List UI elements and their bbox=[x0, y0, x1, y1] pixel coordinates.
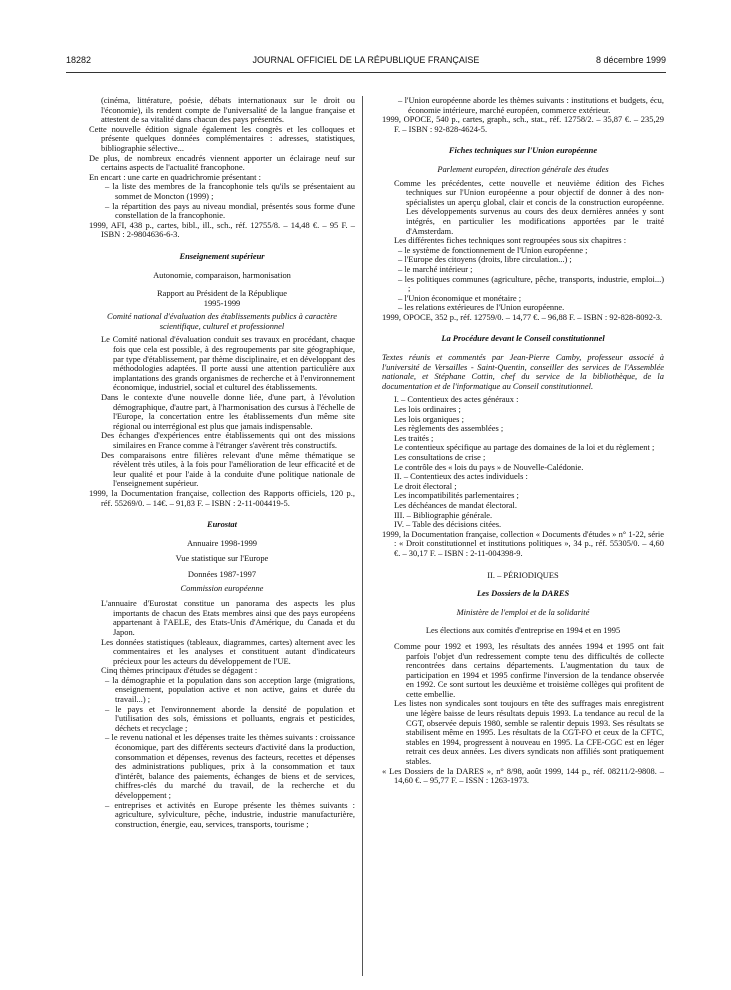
toc-item: Les traités ; bbox=[394, 432, 434, 443]
toc-item: IV. – Table des décisions citées. bbox=[394, 519, 502, 530]
list-item: – le pays et l'environnement aborde la densité de population et l'utilisation des sols, émissions et polluants, engrais et pesticides, déchets et recyclage ; bbox=[105, 703, 355, 733]
title: Rapport au Président de la République bbox=[156, 288, 288, 299]
list-item: – le marché intérieur ; bbox=[398, 263, 473, 274]
paragraph: Les listes non syndicales sont toujours en tête des suffrages mais enregistrent une légère baisse de leurs résultats depuis 1993. La tendance au recul de la CGT, observée depuis 1980, semble se ralentir depuis 1993. Ses résultats se stabilisent même en 1995. Les résultats de la CGT-FO et ceux de la CFTC, stables en 1994, progressent à nouveau en 1995. La CFE-CGC est en léger retrait ces deux années. Les divers syndicats non affiliés sont pratiquement stables. bbox=[394, 698, 664, 767]
section-heading: Fiches techniques sur l'Union européenne bbox=[448, 145, 598, 156]
list-item: – la démographie et la population dans son acception large (migrations, enseignement, population active et non active, gains et durée du travail...) ; bbox=[105, 674, 355, 705]
author: Ministère de l'emploi et de la solidarité bbox=[456, 606, 590, 617]
toc-item: II. – Contentieux des actes individuels : bbox=[394, 471, 528, 482]
title: Vue statistique sur l'Europe bbox=[175, 553, 269, 564]
toc-item: I. – Contentieux des actes généraux : bbox=[394, 394, 519, 405]
reference: « Les Dossiers de la DARES », n° 8/98, août 1999, 144 p., réf. 08211/2-9808. – 14,60 €. – 95,77 F. – ISSN : 1263-1973. bbox=[382, 765, 664, 786]
section-heading: Enseignement supérieur bbox=[179, 250, 265, 261]
paragraph: De plus, de nombreux encadrés viennent apporter un éclairage neuf sur certains aspects de l'actualité francophone. bbox=[89, 152, 355, 173]
paragraph: En encart : une carte en quadrichromie présentant : bbox=[89, 171, 261, 182]
list-item: – le système de fonctionnement de l'Union européenne ; bbox=[398, 244, 588, 255]
journal-title: JOURNAL OFFICIEL DE LA RÉPUBLIQUE FRANÇAISE bbox=[252, 55, 480, 65]
toc-item: Les déchéances de mandat électoral. bbox=[394, 499, 517, 510]
paragraph: Comme pour 1992 et 1993, les résultats des années 1994 et 1995 ont fait parfois l'objet d'un redressement compte tenu des difficultés de collecte rencontrées dans certains départements. L'augmentation du taux de participation en 1994 et 1995 confirme l'inversion de la tendance observée en 1992. Ce sont surtout les deuxième et troisième collèges qui profitent de cette embellie. bbox=[394, 640, 664, 699]
left-column bbox=[89, 96, 355, 829]
paragraph: L'annuaire d'Eurostat constitue un panorama des aspects les plus importants de chacun des Etats membres ainsi que des pays européens appartenant à l'AELE, des Etats-Unis d'Amérique, du Canada et du Japon. bbox=[101, 598, 355, 637]
reference: 1999, OPOCE, 352 p., réf. 12759/0. – 14,77 €. – 96,88 F. – ISBN : 92-828-8092-3. bbox=[382, 311, 663, 322]
paragraph: Les données statistiques (tableaux, diagrammes, cartes) alternent avec les commentaires et les analyses et constituent autant d'indicateurs précieux pour les acteurs du développement de l'UE. bbox=[101, 636, 355, 666]
list-item: – l'Union économique et monétaire ; bbox=[398, 292, 522, 303]
paragraph: Cinq thèmes principaux d'études se dégagent : bbox=[101, 665, 258, 676]
paragraph: Des échanges d'expériences entre établissements qui ont des missions similaires en France comme à l'étranger s'avèrent très constructifs. bbox=[101, 430, 355, 450]
toc-item: Les règlements des assemblées ; bbox=[394, 423, 504, 434]
toc-item: Le droit électoral ; bbox=[394, 480, 457, 491]
paragraph: Dans le contexte d'une nouvelle donne liée, d'une part, à l'évolution démographique, d'autre part, à l'harmonisation des cursus à l'échelle de l'Europe, la concertation entre les établissements d'un même site régional ou interrégional est plus que jamais indispensable. bbox=[101, 392, 355, 431]
paragraph: Les différentes fiches techniques sont regroupées sous six chapitres : bbox=[394, 235, 627, 246]
list-item: – les relations extérieures de l'Union européenne. bbox=[398, 302, 565, 313]
header-rule bbox=[66, 72, 666, 73]
section-heading: La Procédure devant le Conseil constitutionnel bbox=[441, 333, 605, 344]
list-item: – la liste des membres de la francophonie tels qu'ils se présentaient au sommet de Moncton (1999) ; bbox=[105, 181, 355, 201]
toc-item: Les lois ordinaires ; bbox=[394, 404, 461, 415]
toc-item: Le contentieux spécifique au partage des domaines de la loi et du règlement ; bbox=[394, 442, 655, 453]
list-item: – entreprises et activités en Europe présente les thèmes suivants : agriculture, sylviculture, pêche, industrie, industrie manufacturière, construction, énergie, eau, services, transports, tourisme ; bbox=[105, 799, 355, 829]
subtitle: Autonomie, comparaison, harmonisation bbox=[153, 269, 291, 280]
column-divider bbox=[362, 96, 363, 976]
page-header bbox=[66, 55, 666, 69]
section-title: II. – PÉRIODIQUES bbox=[487, 569, 559, 580]
list-item: – les politiques communes (agriculture, pêche, transports, industrie, emploi...) ; bbox=[398, 273, 664, 294]
list-item: – l'Europe des citoyens (droits, libre circulation...) ; bbox=[398, 254, 572, 265]
toc-item: Les consultations de crise ; bbox=[394, 452, 486, 462]
paragraph: Comme les précédentes, cette nouvelle et neuvième édition des Fiches techniques sur l'Union européenne a pour objectif de donner à des non-spécialistes un aperçu global, clair et concis de la construction européenne. Les développements survenus au cours des deux dernières années y sont intégrés, en particulier les modifications apportées par le traité d'Amsterdam. bbox=[394, 177, 664, 236]
title: 1995-1999 bbox=[203, 297, 241, 308]
list-item: – l'Union européenne aborde les thèmes suivants : institutions et budgets, écu, économie intérieure, marché européen, commerce extérieur. bbox=[398, 95, 664, 115]
author: Comité national d'évaluation des établissements publics à caractère scientifique, culturel et professionnel bbox=[107, 311, 337, 331]
toc-item: Le contrôle des « lois du pays » de Nouvelle-Calédonie. bbox=[394, 461, 584, 472]
reference: 1999, OPOCE, 540 p., cartes, graph., sch., stat., réf. 12758/2. – 35,87 €. – 235,29 F. – ISBN : 92-828-4624-5. bbox=[382, 114, 664, 134]
toc-item: Les lois organiques ; bbox=[394, 413, 464, 424]
toc-item: Les incompatibilités parlementaires ; bbox=[394, 490, 519, 501]
paragraph: Des comparaisons entre filières relevant d'une même thématique se révèlent très utiles, à la fois pour l'amélioration de leur efficacité et de leur qualité et pour l'aide à la conduite d'une politique nationale de l'enseignement supérieur. bbox=[101, 449, 355, 489]
author: Commission européenne bbox=[180, 582, 264, 593]
paragraph: Cette nouvelle édition signale également les congrès et les colloques et présente quelques données complémentaires : adresses, statistiques, bibliographie sélective... bbox=[89, 123, 355, 153]
right-column bbox=[382, 96, 664, 786]
toc-item: III. – Bibliographie générale. bbox=[394, 509, 493, 520]
section-heading: Les Dossiers de la DARES bbox=[476, 588, 570, 599]
title: Données 1987-1997 bbox=[187, 568, 257, 579]
title: Les élections aux comités d'entreprise en 1994 et en 1995 bbox=[425, 625, 621, 636]
reference: 1999, la Documentation française, collection « Documents d'études » n° 1-22, série : « Droit constitutionnel et institutions politiques », 34 p., réf. 55305/0. – 4,60 €. – 30,17 F. – ISBN : 2-11-004398-9. bbox=[382, 528, 664, 558]
list-item: – la répartition des pays au niveau mondial, présentés sous forme d'une constellation de la francophonie. bbox=[105, 200, 355, 221]
author: Textes réunis et commentés par Jean-Pierre Camby, professeur associé à l'université de Versailles - Saint-Quentin, conseiller des services de l'Assemblée nationale, et Stéphane Cottin, chef du service de la bibliothèque, de la documentation et de l'informatique au Conseil constitutionnel. bbox=[382, 352, 664, 391]
title: Annuaire 1998-1999 bbox=[186, 537, 258, 548]
author: Parlement européen, direction générale des études bbox=[437, 163, 609, 174]
list-item: – le revenu national et les dépenses traite les thèmes suivants : croissance économique, part des différents secteurs d'activité dans la production, consommation et dépenses, revenus des facteurs, recettes et dépenses des administrations publiques, prix à la consommation et taux d'intérêt, balance des paiements, échanges de biens et de services, chiffres-clés du marché du travail, de la recherche et du développement ; bbox=[105, 732, 355, 800]
reference: 1999, AFI, 438 p., cartes, bibl., ill., sch., réf. 12755/8. – 14,48 €. – 95 F. – ISBN : 2-9804636-6-3. bbox=[89, 219, 355, 240]
reference: 1999, la Documentation française, collection des Rapports officiels, 120 p., réf. 55269/0. – 14€. – 91,83 F. – ISBN : 2-11-004419-5. bbox=[89, 487, 355, 508]
page-number: 18282 bbox=[66, 55, 92, 65]
issue-date: 8 décembre 1999 bbox=[595, 55, 666, 65]
paragraph: (cinéma, littérature, poésie, débats internationaux sur le droit ou l'économie), ils rendent compte de l'universalité de la langue française et attestent de sa vitalité dans chacun des pays présentés. bbox=[101, 95, 355, 125]
section-heading: Eurostat bbox=[206, 519, 237, 530]
paragraph: Le Comité national d'évaluation conduit ses travaux en procédant, chaque fois que cela est possible, à des regroupements par site géographique, par type d'établissement, par thème disciplinaire, et en développant des méthodologies adaptées. Il porte aussi une attention particulière aux implantations des grands organismes de recherche et à l'environnement économique, industriel, social et culturel des établissements. bbox=[101, 334, 355, 393]
